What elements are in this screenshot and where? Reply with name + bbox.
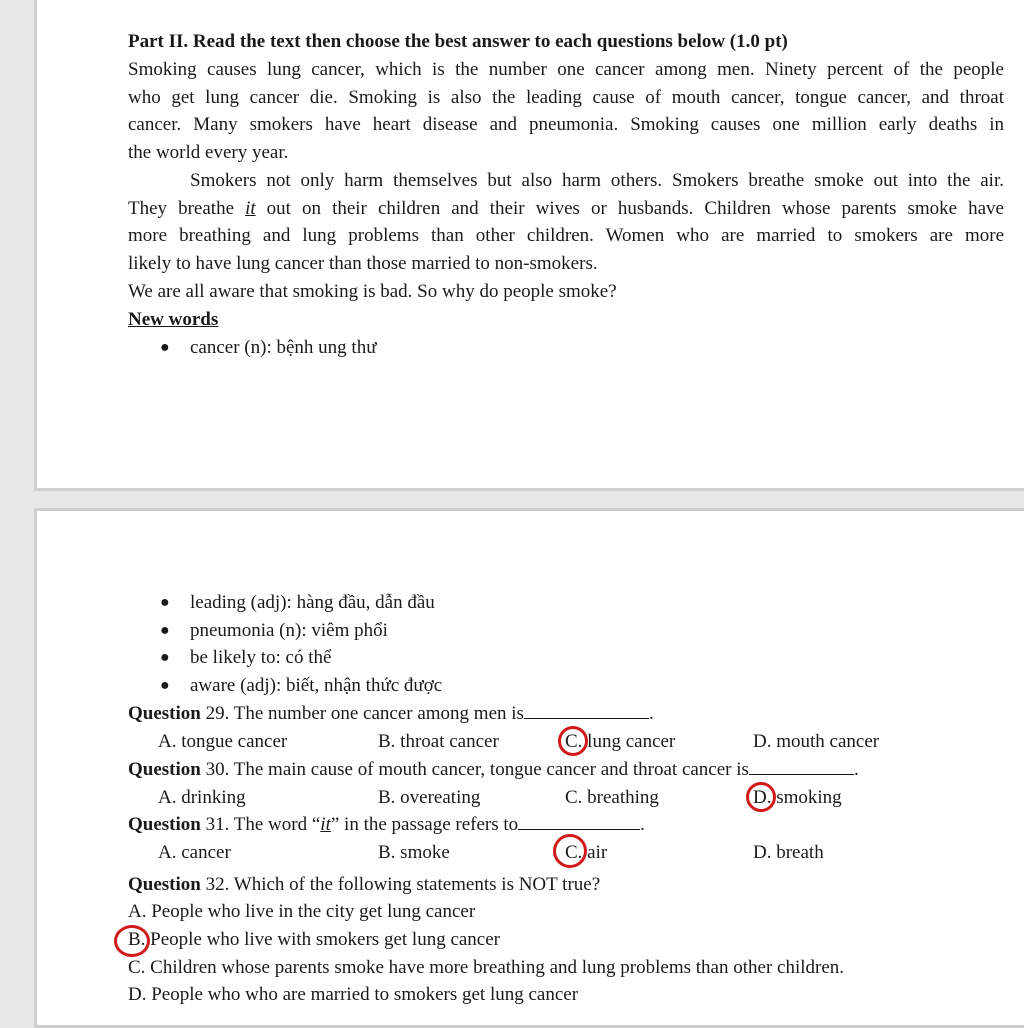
referent-it: it xyxy=(245,198,256,219)
new-word-item: leading (adj): hàng đầu, dẫn đầu xyxy=(190,592,435,613)
answer-blank xyxy=(524,700,649,719)
q30-option-c[interactable]: C. breathing xyxy=(565,787,659,808)
question-31-stem: Question 31. The word “it” in the passage refers to . xyxy=(128,811,645,838)
question-30-stem: Question 30. The main cause of mouth cancer, tongue cancer and throat cancer is . xyxy=(128,756,859,783)
q30-option-d[interactable]: D. smoking xyxy=(753,787,842,808)
q31-option-c[interactable]: C. air xyxy=(565,842,608,863)
answer-blank xyxy=(518,811,640,830)
q29-option-b[interactable]: B. throat cancer xyxy=(378,731,499,752)
q31-option-b[interactable]: B. smoke xyxy=(378,842,450,863)
passage-line: more breathing and lung problems than other children. Women who are married to smokers are more xyxy=(128,225,1004,246)
part-heading: Part II. Read the text then choose the best answer to each questions below (1.0 pt) xyxy=(128,31,788,52)
q30-option-b[interactable]: B. overeating xyxy=(378,787,481,808)
answer-blank xyxy=(749,756,854,775)
bullet-icon: ● xyxy=(160,649,170,666)
new-word-item: be likely to: có thể xyxy=(190,647,332,668)
passage-line: who get lung cancer die. Smoking is also the leading cause of mouth cancer, tongue cancer, and throat xyxy=(128,87,1004,108)
question-32-stem: Question 32. Which of the following statements is NOT true? xyxy=(128,874,601,895)
bullet-icon: ● xyxy=(160,622,170,639)
q32-option-a[interactable]: A. People who live in the city get lung cancer xyxy=(128,901,476,922)
q31-option-a[interactable]: A. cancer xyxy=(158,842,231,863)
bullet-icon: ● xyxy=(160,339,170,356)
new-word-item: pneumonia (n): viêm phổi xyxy=(190,620,388,641)
q29-option-c[interactable]: C. lung cancer xyxy=(565,731,676,752)
new-word-item: aware (adj): biết, nhận thức được xyxy=(190,675,443,696)
passage-line: cancer. Many smokers have heart disease and pneumonia. Smoking causes one million early deaths in xyxy=(128,114,1004,135)
q29-option-d[interactable]: D. mouth cancer xyxy=(753,731,880,752)
new-words-heading: New words xyxy=(128,309,219,330)
new-word-item: cancer (n): bệnh ung thư xyxy=(190,337,377,358)
q32-option-b[interactable]: B. People who live with smokers get lung cancer xyxy=(128,929,501,950)
q30-option-a[interactable]: A. drinking xyxy=(158,787,246,808)
passage-line: We are all aware that smoking is bad. So why do people smoke? xyxy=(128,281,617,302)
passage-line: Smoking causes lung cancer, which is the number one cancer among men. Ninety percent of the people xyxy=(128,59,1004,80)
q29-option-a[interactable]: A. tongue cancer xyxy=(158,731,288,752)
q32-option-c[interactable]: C. Children whose parents smoke have more breathing and lung problems than other children. xyxy=(128,957,845,978)
bullet-icon: ● xyxy=(160,594,170,611)
passage-line: Smokers not only harm themselves but also harm others. Smokers breathe smoke out into the air. xyxy=(190,170,1004,191)
bullet-icon: ● xyxy=(160,677,170,694)
passage-line: likely to have lung cancer than those married to non-smokers. xyxy=(128,253,598,274)
passage-line: They breathe it out on their children and their wives or husbands. Children whose parents smoke have xyxy=(128,198,1004,219)
q32-option-d[interactable]: D. People who who are married to smokers get lung cancer xyxy=(128,984,579,1005)
q31-option-d[interactable]: D. breath xyxy=(753,842,824,863)
question-29-stem: Question 29. The number one cancer among men is . xyxy=(128,700,654,727)
passage-line: the world every year. xyxy=(128,142,289,163)
